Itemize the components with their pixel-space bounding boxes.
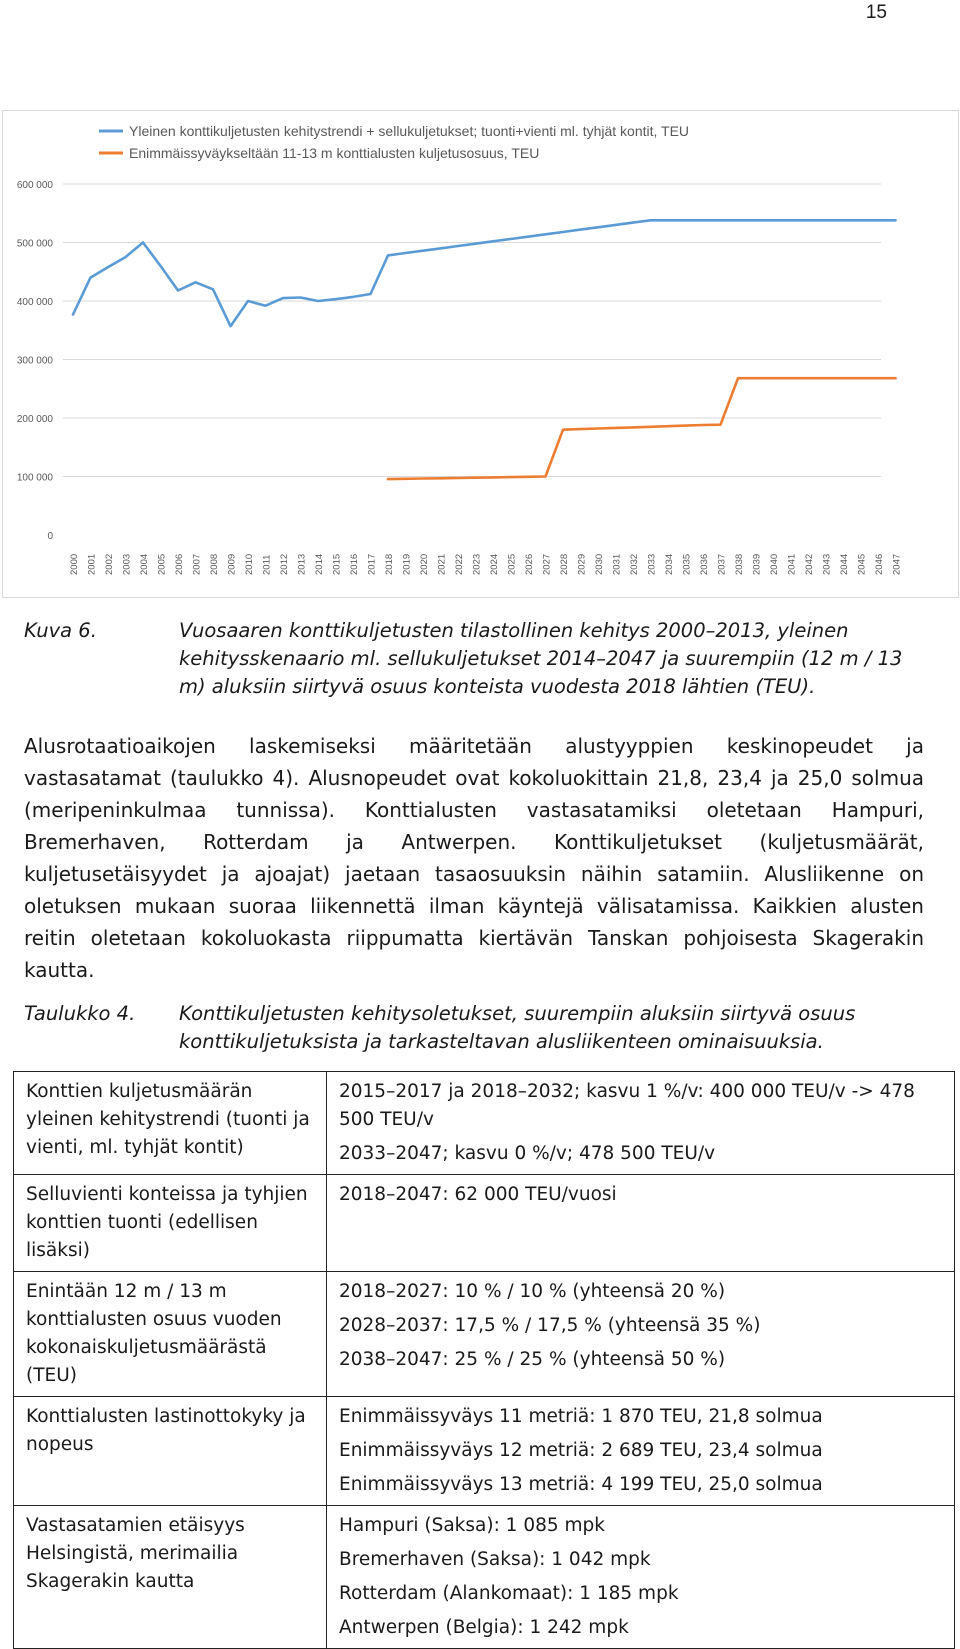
x-tick-label: 2008 <box>209 553 220 575</box>
page-number: 15 <box>865 2 887 23</box>
row-label: Konttialusten lastinottokyky ja nopeus <box>14 1397 327 1506</box>
x-tick-label: 2011 <box>261 554 273 575</box>
x-tick-label: 2007 <box>191 553 203 575</box>
row-values <box>327 1506 955 1649</box>
x-tick-label: 2047 <box>891 553 903 575</box>
figure-caption-text: Vuosaaren konttikuljetusten tilastollinen kehitys 2000–2013, yleinen kehitysskenaario ml. sellukuljetukset 2014–2047 ja suurempiin (12 m / 13 m) aluksiin siirtyvä osuus konteista vuodesta 2018 lähtien (TEU). <box>179 619 903 698</box>
y-tick-label: 300 000 <box>16 355 53 367</box>
x-tick-label: 2026 <box>524 553 535 575</box>
x-tick-label: 2033 <box>646 553 658 575</box>
row-label: Selluvienti konteissa ja tyhjien konttien tuonti (edellisen lisäksi) <box>14 1175 327 1272</box>
y-tick-label: 400 000 <box>16 297 53 308</box>
x-tick-label: 2035 <box>681 553 693 575</box>
row-value: Rotterdam (Alankomaat): 1 185 mpk <box>339 1583 679 1604</box>
x-tick-label: 2009 <box>226 553 238 575</box>
x-tick-label: 2024 <box>489 553 500 575</box>
x-tick-label: 2031 <box>611 553 623 575</box>
x-tick-label: 2038 <box>734 553 745 575</box>
x-tick-label: 2043 <box>821 553 833 575</box>
legend-label: Enimmäissyväykseltään 11-13 m konttialusten kuljetusosuus, TEU <box>129 145 540 161</box>
row-value: 2033–2047; kasvu 0 %/v; 478 500 TEU/v <box>339 1143 716 1164</box>
x-tick-label: 2034 <box>664 553 675 575</box>
x-tick-label: 2042 <box>804 553 815 575</box>
x-tick-label: 2022 <box>454 553 465 575</box>
x-tick-label: 2006 <box>174 553 185 575</box>
x-tick-label: 2005 <box>156 553 168 575</box>
series-line-1 <box>73 220 896 326</box>
y-tick-label: 600 000 <box>16 180 53 191</box>
row-value: 2018–2047: 62 000 TEU/vuosi <box>339 1184 617 1205</box>
x-tick-label: 2028 <box>559 553 570 575</box>
row-values <box>327 1397 955 1506</box>
row-values <box>327 1272 955 1397</box>
x-tick-label: 2018 <box>384 553 395 575</box>
x-tick-label: 2021 <box>436 553 448 575</box>
row-values <box>327 1175 955 1272</box>
x-tick-label: 2041 <box>786 553 798 575</box>
x-tick-label: 2037 <box>716 553 728 575</box>
table-row <box>14 1175 955 1272</box>
row-value: 2018–2027: 10 % / 10 % (yhteensä 20 %) <box>339 1281 726 1302</box>
x-tick-label: 2029 <box>576 553 588 575</box>
x-tick-label: 2046 <box>874 553 885 575</box>
y-tick-label: 0 <box>47 531 53 542</box>
assumptions-table <box>13 1071 955 1649</box>
table-caption-label: Taulukko 4. <box>24 1002 136 1025</box>
row-label: Vastasatamien etäisyys Helsingistä, merimailia Skagerakin kautta <box>14 1506 327 1649</box>
table-row <box>14 1072 955 1175</box>
x-tick-label: 2039 <box>751 553 763 575</box>
x-tick-label: 2014 <box>314 553 325 575</box>
row-label: Enintään 12 m / 13 m konttialusten osuus vuoden kokonaiskuljetusmäärästä (TEU) <box>14 1272 327 1397</box>
legend-label: Yleinen konttikuljetusten kehitystrendi + sellukuljetukset; tuonti+vienti ml. tyhjät kontit, TEU <box>129 123 690 139</box>
row-value: 2015–2017 ja 2018–2032; kasvu 1 %/v: 400 000 TEU/v -> 478 500 TEU/v <box>339 1081 915 1130</box>
row-value: Bremerhaven (Saksa): 1 042 mpk <box>339 1549 651 1570</box>
x-tick-label: 2044 <box>839 553 850 575</box>
x-tick-label: 2012 <box>279 553 290 575</box>
y-tick-label: 200 000 <box>16 414 53 425</box>
y-tick-label: 100 000 <box>16 472 53 484</box>
chart <box>2 110 959 598</box>
row-values <box>327 1072 955 1175</box>
figure-caption-label: Kuva 6. <box>24 619 97 642</box>
x-tick-label: 2019 <box>401 553 413 575</box>
x-tick-label: 2032 <box>629 553 640 575</box>
y-tick-label: 500 000 <box>16 238 53 250</box>
x-tick-label: 2010 <box>244 553 255 575</box>
x-tick-label: 2017 <box>366 553 378 575</box>
x-tick-label: 2025 <box>506 553 518 575</box>
x-tick-label: 2045 <box>856 553 868 575</box>
x-tick-label: 2013 <box>296 553 308 575</box>
x-tick-label: 2036 <box>699 553 710 575</box>
x-tick-label: 2001 <box>86 553 98 575</box>
x-tick-label: 2002 <box>104 553 115 575</box>
row-value: Enimmäissyväys 11 metriä: 1 870 TEU, 21,8 solmua <box>339 1406 823 1427</box>
table-row <box>14 1506 955 1649</box>
x-tick-label: 2020 <box>419 553 430 575</box>
x-tick-label: 2030 <box>594 553 605 575</box>
x-tick-label: 2023 <box>471 553 483 575</box>
row-value: Enimmäissyväys 13 metriä: 4 199 TEU, 25,0 solmua <box>339 1474 823 1495</box>
x-tick-label: 2004 <box>139 553 150 575</box>
row-value: Antwerpen (Belgia): 1 242 mpk <box>339 1617 629 1638</box>
table-row <box>14 1272 955 1397</box>
x-tick-label: 2003 <box>121 553 133 575</box>
x-tick-label: 2040 <box>769 553 780 575</box>
x-tick-label: 2027 <box>541 553 553 575</box>
line-chart <box>3 111 960 599</box>
row-value: 2038–2047: 25 % / 25 % (yhteensä 50 %) <box>339 1349 726 1370</box>
body-paragraph: Alusrotaatioaikojen laskemiseksi määritetään alustyyppien keskinopeudet ja vastasatamat (taulukko 4). Alusnopeudet ovat kokoluokittain 21,8, 23,4 ja 25,0 solmua (meripeninkulmaa tunnissa). Konttialusten vastasatamiksi oletetaan Hampuri, Bremerhaven, Rotterdam ja Antwerpen. Konttikuljetukset (kuljetusmäärät, kuljetusetäisyydet ja ajoajat) jaetaan tasaosuuksin näihin satamiin. Alusliikenne on oletuksen mukaan suoraa liikennettä ilman käyntejä välisatamissa. Kaikkien alusten reitin oletetaan kokoluokasta riippumatta kiertävän Tanskan pohjoisesta Skagerakin kautta. <box>24 734 924 982</box>
series-line-2 <box>388 378 896 479</box>
row-value: Hampuri (Saksa): 1 085 mpk <box>339 1515 606 1536</box>
row-label: Konttien kuljetusmäärän yleinen kehitystrendi (tuonti ja vienti, ml. tyhjät kontit) <box>14 1072 327 1175</box>
table-row <box>14 1397 955 1506</box>
x-tick-label: 2000 <box>69 553 80 575</box>
x-tick-label: 2015 <box>331 553 343 575</box>
row-value: 2028–2037: 17,5 % / 17,5 % (yhteensä 35 %) <box>339 1315 761 1336</box>
table-caption-text: Konttikuljetusten kehitysoletukset, suurempiin aluksiin siirtyvä osuus konttikuljetuksista ja tarkasteltavan alusliikenteen ominaisuuksia. <box>179 1002 856 1053</box>
row-value: Enimmäissyväys 12 metriä: 2 689 TEU, 23,4 solmua <box>339 1440 823 1461</box>
x-tick-label: 2016 <box>349 553 360 575</box>
